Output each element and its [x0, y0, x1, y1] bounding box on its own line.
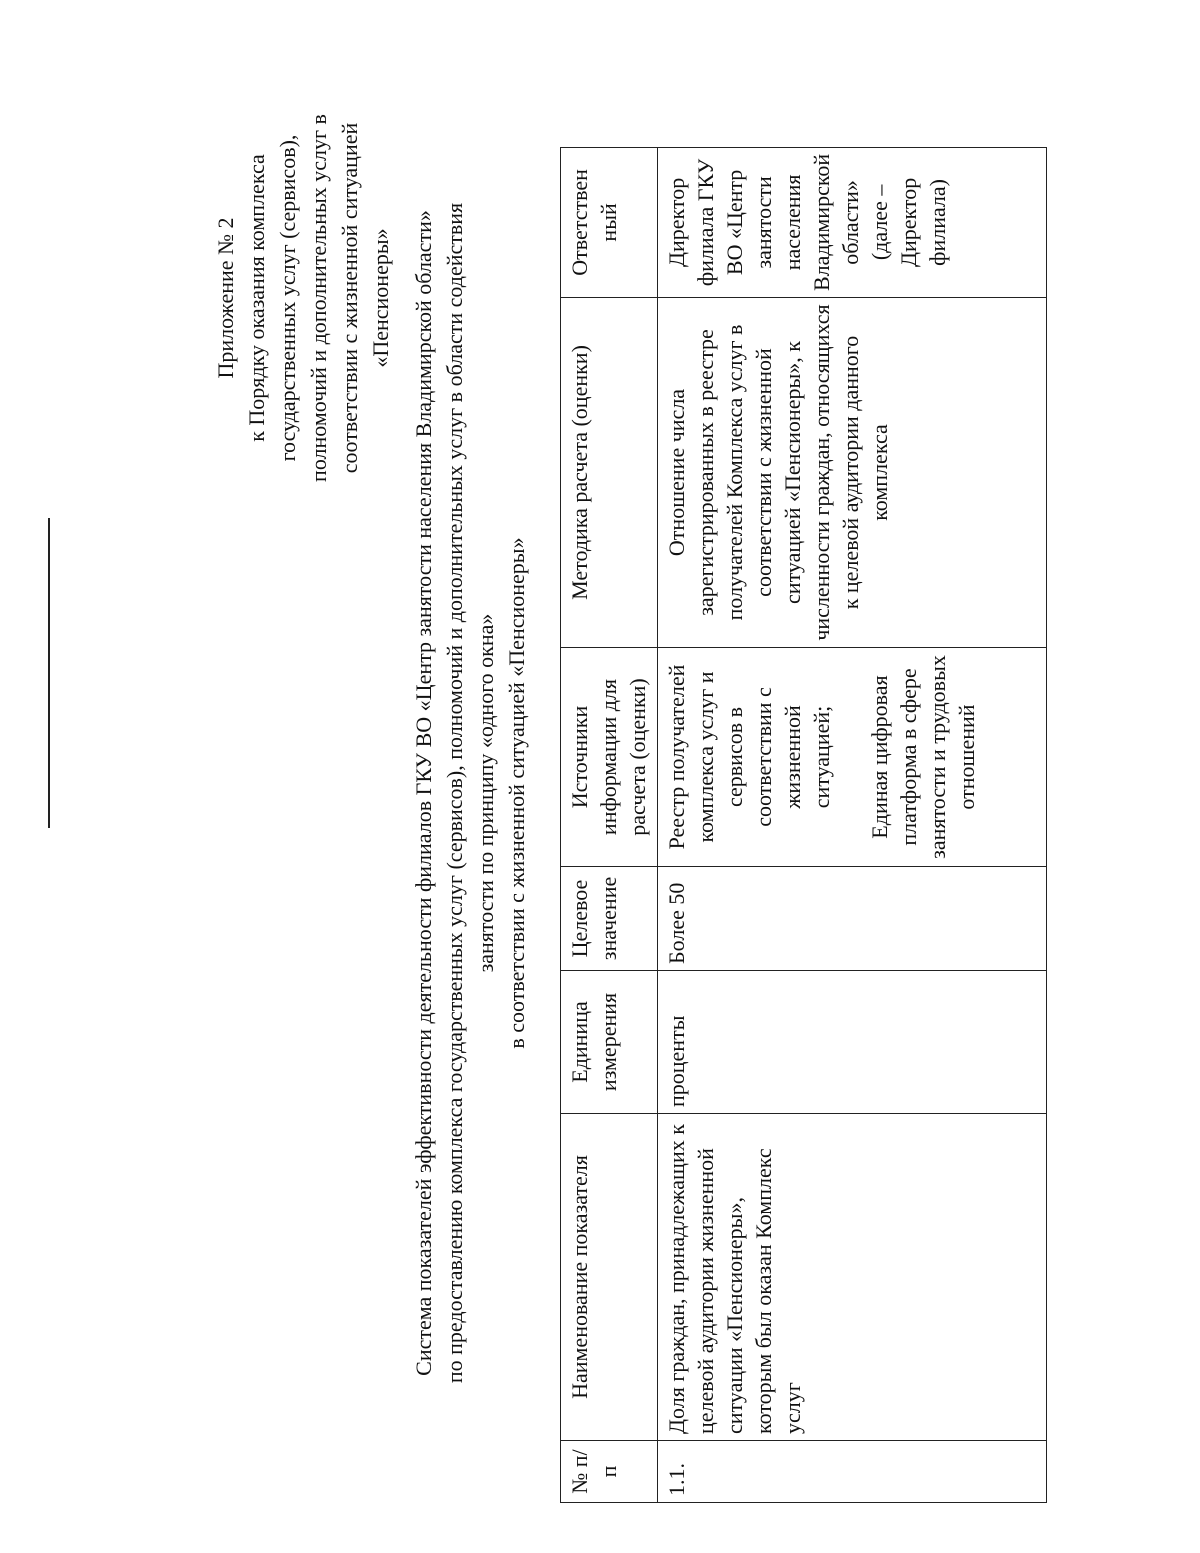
header-name: Наименование показателя: [561, 1114, 658, 1441]
header-unit: Единица измерения: [561, 971, 658, 1114]
source-platform: Единая цифровая платформа в сфере занятости и трудовых отношений: [867, 655, 979, 859]
appendix-line: «Пенсионеры»: [368, 228, 393, 368]
table-row: [658, 147, 1047, 1502]
title-line: Система показателей эффективности деятельности филиалов ГКУ ВО «Центр занятости населения Владимирской области»: [411, 210, 436, 1376]
appendix-line: полномочий и дополнительных услуг в: [306, 114, 331, 482]
cell-unit: проценты: [658, 971, 1047, 1114]
source-registry: Реестр получателей комплекса услуг и сервисов в соответствии с жизненной ситуацией;: [664, 664, 834, 850]
title-line: занятости по принципу «одного окна»: [473, 613, 498, 973]
appendix-line: к Порядку оказания комплекса: [244, 154, 269, 442]
header-responsible: Ответствен ный: [561, 147, 658, 297]
header-rule: [48, 518, 50, 828]
cell-sources: [658, 648, 1047, 867]
header-method: Методика расчета (оценки): [561, 298, 658, 648]
document-title: [408, 53, 532, 1533]
cell-target: Более 50: [658, 867, 1047, 971]
header-num: № п/п: [561, 1441, 658, 1503]
cell-num: 1.1.: [658, 1441, 1047, 1503]
title-line: в соответствии с жизненной ситуацией «Пенсионеры»: [504, 537, 529, 1049]
cell-name: Доля граждан, принадлежащих к целевой аудитории жизненной ситуации «Пенсионеры», которым был оказан Комплекс услуг: [658, 1114, 1047, 1441]
cell-method: Отношение числа зарегистрированных в реестре получателей Комплекса услуг в соответствии с жизненной ситуацией «Пенсионеры», к численности граждан, относящихся к целевой аудитории данного комплекса: [658, 298, 1047, 648]
source-gap: [836, 654, 865, 860]
indicators-table: [560, 147, 1047, 1503]
appendix-block: [210, 83, 396, 513]
header-target: Целевое значение: [561, 867, 658, 971]
appendix-line: государственных услуг (сервисов),: [275, 134, 300, 462]
title-line: по предоставлению комплекса государственных услуг (сервисов), полномочий и дополнительных услуг в области содействия: [442, 202, 467, 1384]
table-header-row: [561, 147, 658, 1502]
appendix-line: Приложение № 2: [213, 217, 238, 379]
cell-responsible: Директор филиала ГКУ ВО «Центр занятости населения Владимирской области» (далее – Директор филиала): [658, 147, 1047, 297]
header-sources: Источники информации для расчета (оценки): [561, 648, 658, 867]
appendix-line: соответствии с жизненной ситуацией: [337, 122, 362, 474]
